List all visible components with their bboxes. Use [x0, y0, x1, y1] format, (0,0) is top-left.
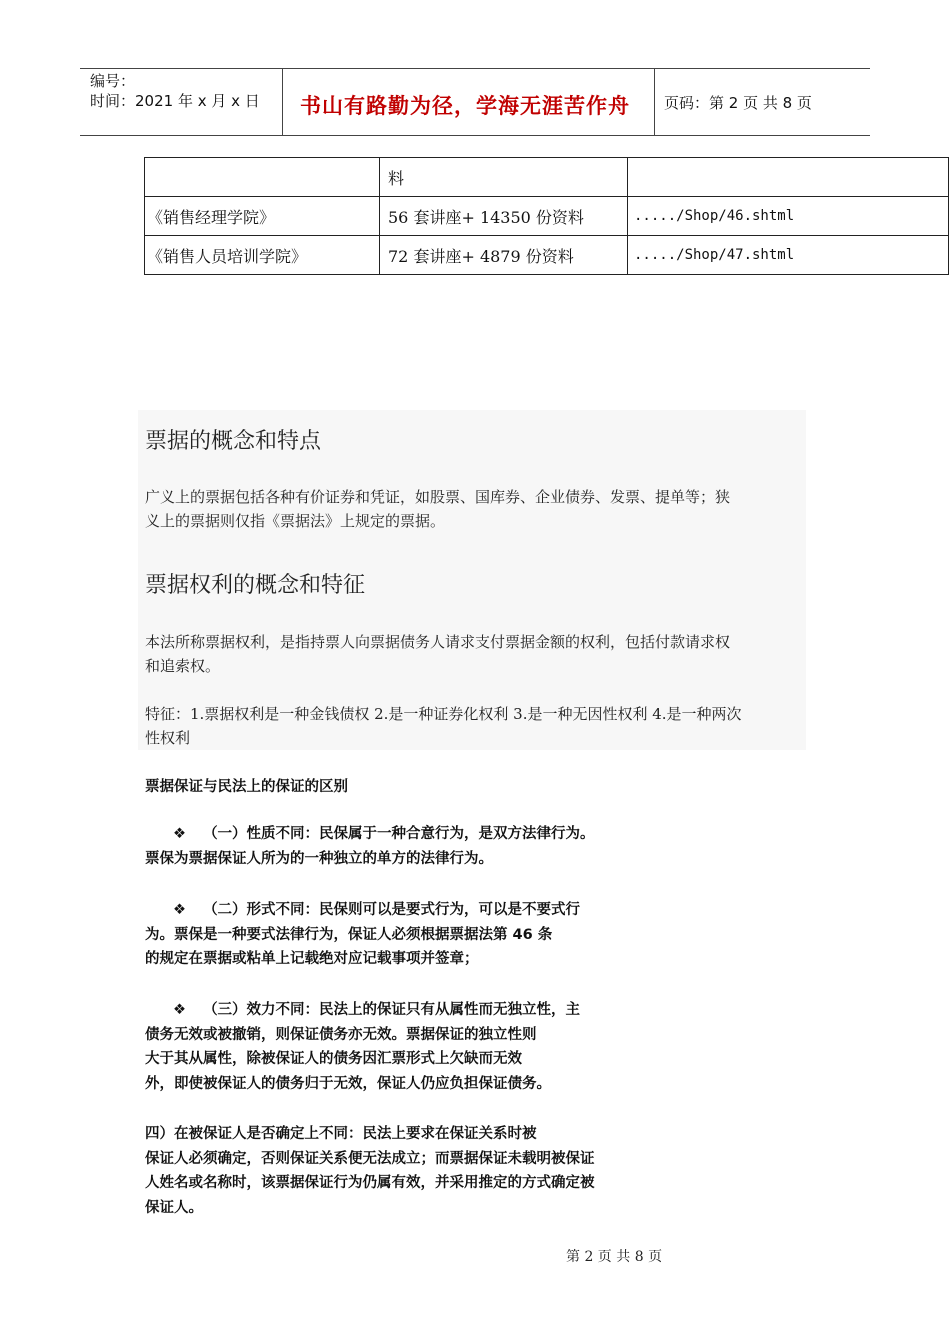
item4-line3: 人姓名或名称时，该票据保证行为仍属有效，并采用推定的方式确定被 [145, 1175, 595, 1191]
item1-line2: 票保为票据保证人所为的一种独立的单方的法律行为。 [145, 850, 493, 867]
section3-heading: 票据保证与民法上的保证的区别 [145, 779, 348, 795]
table-cell-content: 料 [380, 158, 628, 197]
table-row [145, 236, 949, 275]
table-row [145, 197, 949, 236]
section1-paragraph [145, 485, 805, 533]
resource-table [144, 157, 949, 275]
diamond-bullet-icon: ❖ [173, 902, 186, 918]
item4-line2: 保证人必须确定，否则保证关系便无法成立；而票据保证未载明被保证 [145, 1150, 595, 1167]
item1-line1: （一）性质不同：民保属于一种合意行为，是双方法律行为。 [203, 826, 595, 842]
item3-line4: 外，即使被保证人的债务归于无效，保证人仍应负担保证债务。 [145, 1075, 551, 1092]
table-cell-url [628, 158, 949, 197]
item3-line2: 债务无效或被撤销，则保证债务亦无效。票据保证的独立性则 [145, 1026, 537, 1043]
header-code-label: 编号： [90, 72, 136, 90]
section2-heading: 票据权利的概念和特征 [145, 573, 366, 598]
item2-line3: 的规定在票据或粘单上记载绝对应记载事项并签章； [145, 951, 479, 967]
features-line2: 性权利 [145, 729, 191, 747]
diamond-bullet-icon: ❖ [173, 1002, 186, 1018]
section1-line2: 义上的票据则仅指《票据法》上规定的票据。 [145, 512, 446, 530]
header-divider-right [654, 68, 655, 136]
table-cell-name: 《销售经理学院》 [145, 197, 380, 236]
header-page-label: 页码：第 2 页 共 8 页 [664, 94, 812, 112]
item3-line1: （三）效力不同：民法上的保证只有从属性而无独立性，主 [203, 1002, 581, 1018]
item2-line2: 为。票保是一种要式法律行为，保证人必须根据票据法第 46 条 [145, 926, 553, 943]
header-motto: 书山有路勤为径，学海无涯苦作舟 [300, 94, 630, 118]
features-line1: 特征：1.票据权利是一种金钱债权 2.是一种证券化权利 3.是一种无因性权利 4.是一种两次 [145, 705, 742, 723]
header-bottom-rule [80, 135, 870, 136]
table-cell-url[interactable]: ...../Shop/47.shtml [628, 236, 949, 275]
diamond-bullet-icon: ❖ [173, 826, 186, 842]
section1-heading: 票据的概念和特点 [145, 429, 322, 454]
header-time-label: 时间：2021 年 x 月 x 日 [90, 92, 260, 110]
table-cell-content: 72 套讲座+ 4879 份资料 [380, 236, 628, 275]
section2-line1: 本法所称票据权利，是指持票人向票据债务人请求支付票据金额的权利，包括付款请求权 [145, 633, 731, 651]
guarantee-item-2 [145, 898, 580, 972]
page-footer: 第 2 页 共 8 页 [566, 1249, 663, 1265]
table-row [145, 158, 949, 197]
guarantee-item-4 [145, 1122, 595, 1220]
section2-line2: 和追索权。 [145, 657, 221, 675]
table-cell-content: 56 套讲座+ 14350 份资料 [380, 197, 628, 236]
section1-line1: 广义上的票据包括各种有价证券和凭证，如股票、国库券、企业债券、发票、提单等；狭 [145, 488, 731, 506]
section2-features [145, 702, 805, 750]
item3-line3: 大于其从属性，除被保证人的债务因汇票形式上欠缺而无效 [145, 1051, 522, 1067]
header-divider-left [282, 68, 283, 136]
table-cell-name [145, 158, 380, 197]
item4-line4: 保证人。 [145, 1199, 203, 1216]
table-cell-url[interactable]: ...../Shop/46.shtml [628, 197, 949, 236]
section2-paragraph [145, 630, 805, 678]
item2-line1: （二）形式不同：民保则可以是要式行为，可以是不要式行 [203, 902, 581, 918]
item4-line1: 四）在被保证人是否确定上不同：民法上要求在保证关系时被 [145, 1126, 537, 1142]
guarantee-item-3 [145, 998, 580, 1096]
table-cell-name: 《销售人员培训学院》 [145, 236, 380, 275]
header-top-rule [80, 68, 870, 69]
guarantee-item-1 [145, 822, 595, 871]
